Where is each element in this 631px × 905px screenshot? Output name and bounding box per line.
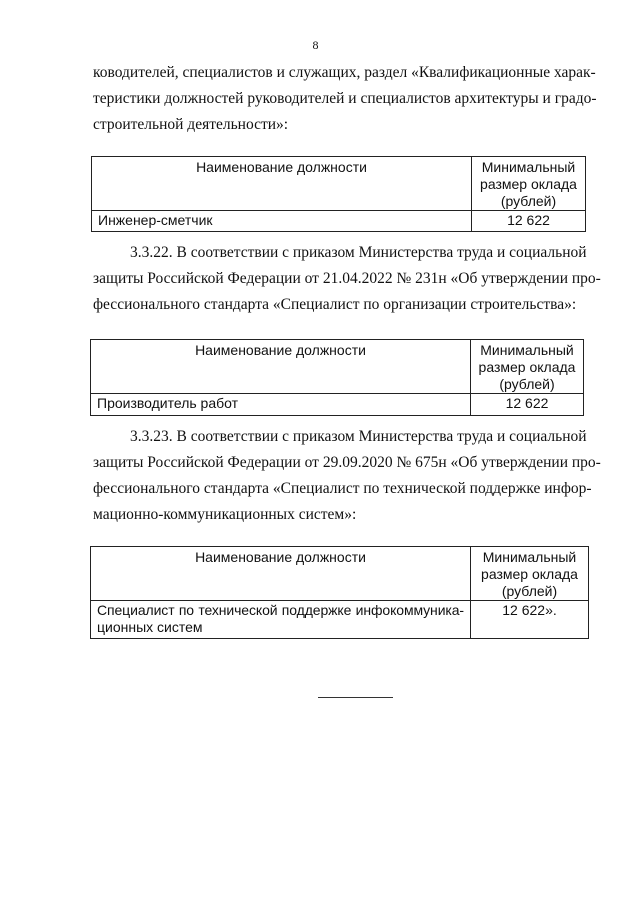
header-salary-line: (рублей)	[501, 583, 558, 599]
salary-cell: 12 622	[472, 211, 586, 232]
position-name-line: ционных систем	[97, 619, 203, 635]
table-row	[91, 394, 584, 416]
position-name-line: Специалист по технической поддержке инфокоммуника-	[97, 602, 464, 618]
position-table-1	[91, 156, 586, 232]
paragraph-3-3-22	[93, 240, 601, 318]
salary-cell: 12 622».	[471, 601, 589, 639]
table-header-row	[91, 340, 584, 394]
text-line: защиты Российской Федерации от 29.09.2020 № 675н «Об утверждении про-	[93, 454, 601, 471]
header-salary-line: размер оклада	[480, 176, 577, 192]
header-salary-line: размер оклада	[478, 359, 576, 375]
text-line: 3.3.23. В соответствии с приказом Министерства труда и социальной	[130, 428, 587, 445]
text-line: 3.3.22. В соответствии с приказом Министерства труда и социальной	[130, 244, 587, 261]
paragraph-3-3-23	[93, 424, 601, 528]
table-row	[92, 211, 586, 232]
header-min-salary	[471, 547, 589, 601]
text-line: теристики должностей руководителей и специалистов архитектуры и градо-	[93, 90, 597, 107]
position-name-cell: Производитель работ	[91, 394, 471, 416]
position-name-cell: Инженер-сметчик	[92, 211, 472, 232]
header-position-name: Наименование должности	[91, 340, 471, 394]
table-header-row	[91, 547, 589, 601]
header-position-name: Наименование должности	[92, 157, 472, 211]
text-line: фессионального стандарта «Специалист по организации строительства»:	[93, 296, 577, 313]
header-salary-line: размер оклада	[481, 566, 578, 582]
header-min-salary	[471, 340, 584, 394]
salary-cell: 12 622	[471, 394, 584, 416]
position-name-cell	[91, 601, 471, 639]
header-salary-line: (рублей)	[500, 193, 557, 209]
text-line: мационно-коммуникационных систем»:	[93, 506, 357, 523]
page-number: 8	[312, 38, 319, 52]
position-table-2	[90, 339, 584, 416]
text-line: ководителей, специалистов и служащих, раздел «Квалификационные харак-	[93, 64, 596, 81]
text-line: фессионального стандарта «Специалист по технической поддержке инфор-	[93, 480, 592, 497]
header-salary-line: Минимальный	[480, 342, 574, 358]
header-salary-line: Минимальный	[482, 549, 577, 565]
text-line: защиты Российской Федерации от 21.04.2022 № 231н «Об утверждении про-	[93, 270, 601, 287]
footer-rule	[318, 697, 393, 698]
header-salary-line: (рублей)	[499, 376, 555, 392]
text-line: строительной деятельности»:	[93, 116, 289, 133]
intro-paragraph	[93, 60, 597, 138]
position-table-3	[90, 546, 589, 639]
header-min-salary	[472, 157, 586, 211]
header-salary-line: Минимальный	[481, 159, 576, 175]
table-row	[91, 601, 589, 639]
header-position-name: Наименование должности	[91, 547, 471, 601]
table-header-row	[92, 157, 586, 211]
